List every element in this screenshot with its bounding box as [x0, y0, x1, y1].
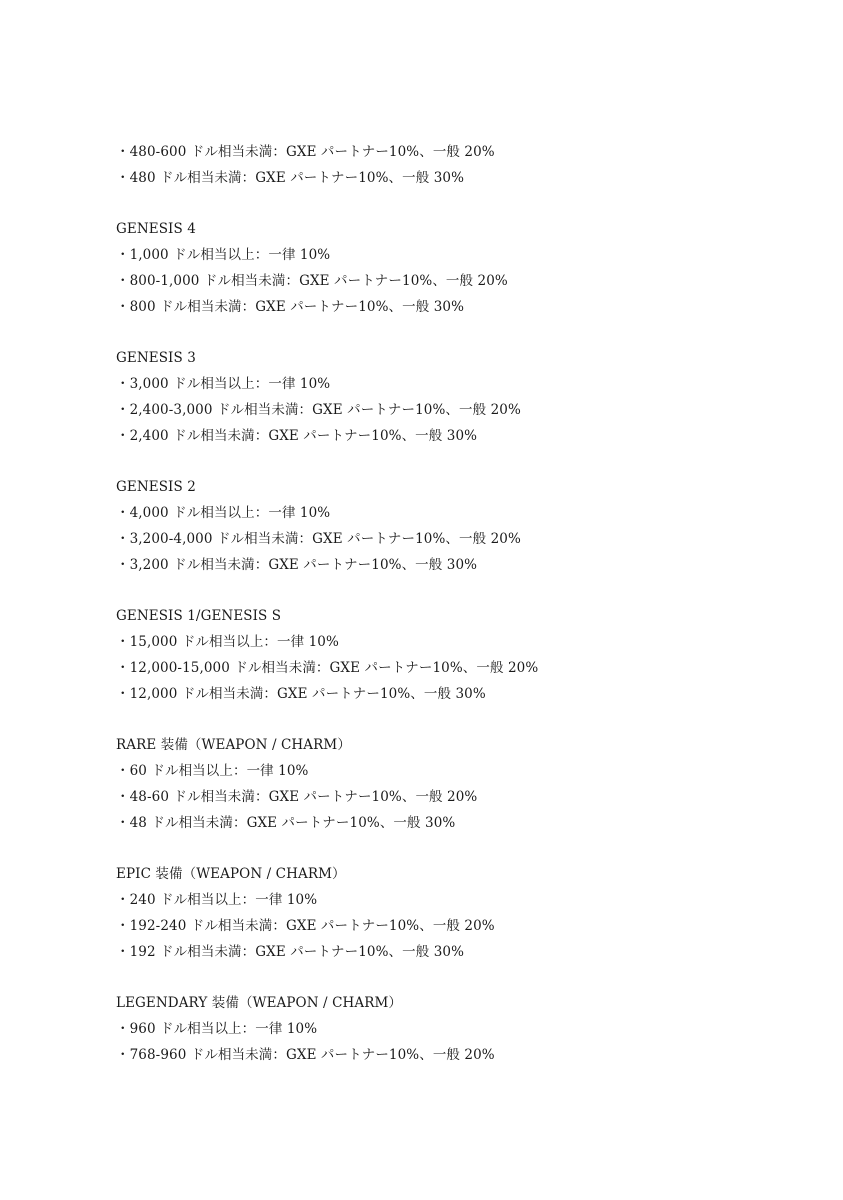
fee-line: ・3,000 ドル相当以上：一律 10% [116, 376, 331, 393]
fee-line: ・3,200 ドル相当未満：GXE パートナー10%、一般 30% [116, 556, 478, 573]
fee-line: ・800 ドル相当未満：GXE パートナー10%、一般 30% [116, 298, 465, 315]
fee-line: ・2,400 ドル相当未満：GXE パートナー10%、一般 30% [116, 427, 478, 444]
fee-line: ・1,000 ドル相当以上：一律 10% [116, 247, 331, 264]
section-gap [116, 708, 816, 734]
section-gap [116, 579, 816, 605]
section-title: LEGENDARY 装備（WEAPON / CHARM） [116, 995, 403, 1012]
fee-line: ・15,000 ドル相当以上：一律 10% [116, 634, 339, 651]
section-title: RARE 装備（WEAPON / CHARM） [116, 737, 351, 754]
fee-line: ・12,000-15,000 ドル相当未満：GXE パートナー10%、一般 20% [116, 659, 539, 676]
fee-line: ・3,200-4,000 ドル相当未満：GXE パートナー10%、一般 20% [116, 530, 521, 547]
fee-line: ・960 ドル相当以上：一律 10% [116, 1021, 318, 1038]
section-title: EPIC 装備（WEAPON / CHARM） [116, 866, 346, 883]
fee-line: ・48-60 ドル相当未満：GXE パートナー10%、一般 20% [116, 788, 478, 805]
section-title: GENESIS 4 [116, 221, 196, 238]
fee-line: ・2,400-3,000 ドル相当未満：GXE パートナー10%、一般 20% [116, 401, 521, 418]
document-page [116, 140, 816, 1069]
fee-line: ・480 ドル相当未満：GXE パートナー10%、一般 30% [116, 169, 465, 186]
section-gap [116, 837, 816, 863]
fee-line: ・60 ドル相当以上：一律 10% [116, 763, 309, 780]
fee-line: ・12,000 ドル相当未満：GXE パートナー10%、一般 30% [116, 685, 486, 702]
fee-line: ・192-240 ドル相当未満：GXE パートナー10%、一般 20% [116, 917, 495, 934]
section-gap [116, 321, 816, 347]
fee-line: ・480-600 ドル相当未満：GXE パートナー10%、一般 20% [116, 144, 495, 160]
fee-line: ・4,000 ドル相当以上：一律 10% [116, 505, 331, 522]
fee-line: ・800-1,000 ドル相当未満：GXE パートナー10%、一般 20% [116, 272, 508, 289]
fee-line: ・192 ドル相当未満：GXE パートナー10%、一般 30% [116, 943, 465, 960]
fee-line: ・768-960 ドル相当未満：GXE パートナー10%、一般 20% [116, 1046, 495, 1063]
section-title: GENESIS 3 [116, 350, 196, 367]
section-gap [116, 192, 816, 218]
section-gap [116, 450, 816, 476]
fee-line: ・240 ドル相当以上：一律 10% [116, 892, 318, 909]
section-gap [116, 966, 816, 992]
fee-line: ・48 ドル相当未満：GXE パートナー10%、一般 30% [116, 814, 456, 831]
section-title: GENESIS 1/GENESIS S [116, 608, 282, 625]
section-title: GENESIS 2 [116, 479, 196, 496]
